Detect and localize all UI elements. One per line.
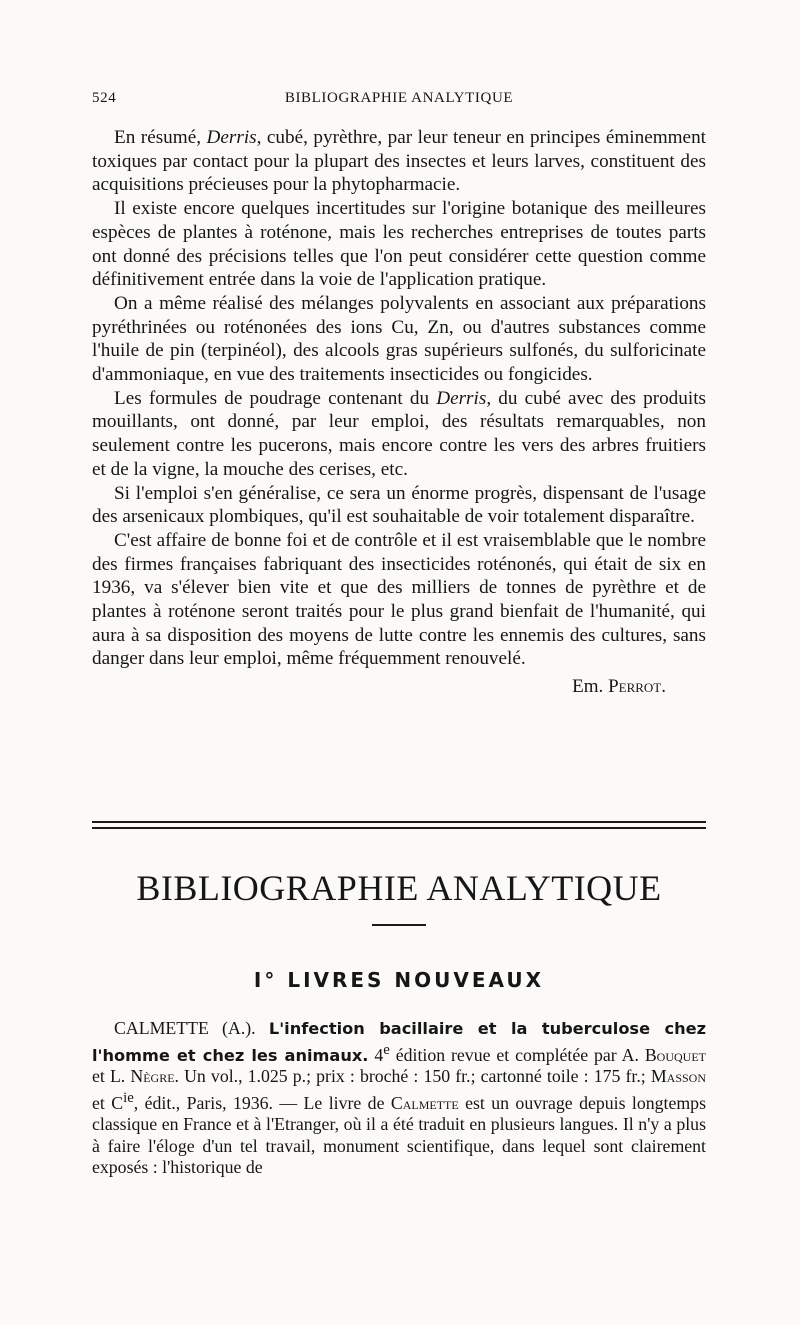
derris-italic: Derris <box>206 127 257 148</box>
entry-text: , édit., Paris, 1936. — Le livre de <box>133 1092 391 1113</box>
entry-text: et C <box>92 1092 124 1113</box>
signature-name: Perrot. <box>608 676 666 698</box>
publisher-name: Masson <box>650 1066 706 1087</box>
rule-line <box>92 827 706 829</box>
rule-line <box>92 821 706 823</box>
article-body <box>92 126 706 699</box>
entry-text: et L. <box>92 1066 131 1087</box>
author-name: Calmette <box>390 1092 459 1113</box>
paragraph-5: Si l'emploi s'en généralise, ce sera un énorme progrès, dispensant de l'usage des arsenicaux plombiques, qu'il est souhaitable de voir totalement disparaître. <box>92 482 706 528</box>
paragraph-1-text-b: , cubé, pyrèthre, par leur teneur en principes éminemment toxiques par contact pour la plupart des insectes et leurs larves, constituent des acquisitions précieuses pour la phytopharmacie. <box>92 127 706 196</box>
page-header <box>92 90 706 114</box>
signature-prefix: Em. <box>572 676 609 698</box>
author-signature <box>92 675 706 699</box>
entry-text: 4 <box>368 1044 384 1065</box>
book-review <box>92 1018 706 1179</box>
paragraph-2: Il existe encore quelques incertitudes sur l'origine botanique des meilleures espèces de plantes à roténone, mais les recherches entreprises de toutes parts ont donné des précisions telles que l'on peut considérer cette question comme définitivement entrée dans la voie de l'application pratique. <box>92 198 706 291</box>
editor-name: Nègre <box>130 1066 175 1087</box>
paragraph-3: On a même réalisé des mélanges polyvalents en associant aux préparations pyréthrinées ou roténonées des ions Cu, Zn, ou d'autres substances comme l'huile de pin (terpinéol), des alcools gras supérieurs sulfonés, du sulforicinate d'ammoniaque, en vue des traitements insecticides ou fongicides. <box>92 292 706 386</box>
derris-italic: Derris <box>436 387 487 409</box>
section-title: BIBLIOGRAPHIE ANALYTIQUE <box>136 868 662 908</box>
paragraph-4-text-a: Les formules de poudrage contenant du <box>114 387 437 409</box>
paragraph-1 <box>92 126 706 197</box>
entry-text: édition revue et complétée par A. <box>389 1044 645 1065</box>
running-title: BIBLIOGRAPHIE ANALYTIQUE <box>284 90 514 106</box>
paragraph-4 <box>92 387 706 482</box>
entry-text: est un ouvrage depuis longtemps classique en France et à l'Etranger, où il a été traduit en plusieurs langues. Il n'y a plus à faire l'éloge d'un tel travail, monument scientifique, dans lequel sont clairement exposés : l'historique de <box>92 1092 706 1178</box>
entry-text: . Un vol., 1.025 p.; prix : broché : 150 fr.; cartonné toile : 175 fr.; <box>174 1066 651 1087</box>
entry-author: CALMETTE (A.). <box>114 1018 269 1038</box>
double-rule-divider <box>92 821 706 829</box>
bibliography-entry <box>92 1018 706 1179</box>
edition-superscript: e <box>383 1041 390 1058</box>
subsection-title: I° LIVRES NOUVEAUX <box>253 968 545 992</box>
paragraph-6: C'est affaire de bonne foi et de contrôle et il est vraisemblable que le nombre des firmes françaises fabriquant des insecticides roténonés, qui était de six en 1936, va s'élever bien vite et que des milliers de tonnes de pyrèthre et de plantes à roténone seront traités pour le plus grand bienfait de l'humanité, qui aura à sa disposition des moyens de lutte contre les ennemis des cultures, sans danger dans leur emploi, même fréquemment renouvelé. <box>92 529 706 670</box>
title-underline <box>372 924 426 926</box>
paragraph-4-text-b: , du cubé avec des produits mouillants, ont donné, par leur emploi, des résultats remarquables, non seulement contre les pucerons, mais encore contre les vers des arbres fruitiers et de la vigne, la mouche des cerises, etc. <box>92 387 706 480</box>
page-number: 524 <box>92 90 117 106</box>
cie-superscript: ie <box>123 1089 134 1106</box>
paragraph-1-text-a: En résumé, <box>114 127 207 148</box>
editor-name: Bouquet <box>644 1044 706 1065</box>
book-title: L'infection bacillaire et la tuberculose chez l'homme et chez les animaux. <box>92 1019 706 1065</box>
